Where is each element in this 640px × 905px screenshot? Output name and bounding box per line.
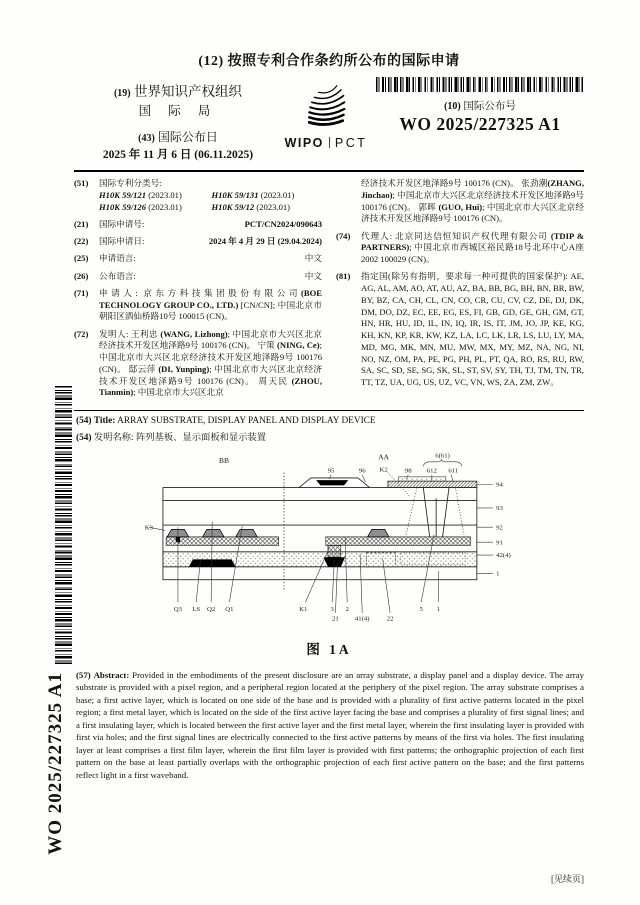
header-divider-rule (74, 170, 584, 172)
label-region-aa: AA (378, 452, 390, 462)
field-57-number: (57) (76, 669, 91, 680)
k1-via-column (328, 545, 341, 557)
field-10-number: (10) (444, 101, 461, 112)
field-71-number: (71) (74, 287, 89, 298)
ipc-title: 国际专利分类号: (99, 178, 162, 188)
field-12-number: (12) (198, 54, 224, 69)
wordmark-divider (329, 137, 330, 148)
active-patterns (167, 529, 389, 537)
filing-date-value: 2024 年 4 月 29 日 (29.04.2024) (208, 236, 322, 247)
title-english-key: Title: (93, 415, 116, 426)
label-1-bottom: 1 (436, 605, 440, 613)
label-98: 98 (404, 467, 412, 475)
layer-94-bar (388, 481, 477, 487)
field-54-number-zh: (54) (76, 432, 92, 443)
buried-metal-bar (189, 559, 236, 567)
biblio-right-column (336, 178, 584, 405)
org-bureau: 国 际 局 (138, 104, 218, 118)
label-21: 21 (332, 615, 339, 623)
publication-number-title (376, 98, 584, 113)
title-chinese-line (74, 429, 584, 443)
title-english-line (74, 416, 584, 426)
label-ls: LS (192, 605, 201, 613)
label-42-4: 42(4) (496, 551, 511, 559)
label-1-right: 1 (496, 570, 500, 578)
wipo-logo-block (282, 77, 370, 150)
title-divider-rule (74, 410, 584, 411)
label-61-group: 6(61) (435, 452, 450, 460)
wipo-swirl-icon (299, 79, 353, 129)
publication-date-line (74, 128, 282, 145)
k2-via (423, 487, 449, 536)
kind-of-document-line (74, 50, 584, 70)
side-publication-number: WO 2025/227325 A1 (45, 672, 66, 855)
field-26-number: (26) (74, 270, 89, 281)
ipc-code-cell: H10K 59/121 (2023.01) (99, 189, 182, 200)
agent-text: 代理人: 北京同达信恒知识产权代理有限公司 (TDIP & PARTNERS); 中国北京市西城区裕民路18号北环中心A座2002 100029 (CN)。 (361, 230, 584, 265)
figure-1a-drawing (136, 449, 522, 629)
header-right-block (370, 77, 584, 135)
label-k3: K3 (144, 524, 153, 532)
applicant-item (74, 288, 322, 323)
continuation-note: [见续页] (551, 874, 584, 884)
header-left-block (74, 77, 282, 162)
org-name: 世界知识产权组织 (134, 84, 243, 99)
label-93: 93 (496, 504, 503, 512)
label-q1: Q1 (225, 605, 234, 613)
ipc-code-cell: H10K 59/12 (2023.01) (211, 201, 291, 212)
layer-98-bar (399, 477, 446, 481)
publication-number-value: WO 2025/227325 A1 (399, 114, 561, 134)
layer-91-left (166, 537, 279, 546)
layer-91-right (326, 537, 471, 546)
field-21-number: (21) (74, 218, 89, 229)
field-19-number: (19) (113, 88, 131, 99)
label-k2: K2 (379, 466, 388, 474)
label-5: 5 (419, 605, 423, 613)
org-line (74, 80, 282, 100)
field-25-number: (25) (74, 253, 89, 264)
figure-caption: 图 1A (306, 641, 352, 657)
label-95: 95 (327, 467, 335, 475)
top-structure-96 (316, 480, 348, 485)
label-612: 612 (426, 467, 437, 475)
publication-number-caption: 国际公布号 (463, 101, 516, 112)
biblio-left-column (74, 178, 322, 405)
publication-language-value: 中文 (304, 270, 322, 281)
application-number-item: (21) 国际申请号: PCT/CN2024/090643 (74, 218, 322, 229)
pct-word: PCT (334, 136, 368, 150)
label-3: 3 (330, 605, 334, 613)
field-81-number: (81) (336, 271, 351, 282)
applicant-text: 申请人: 京东方科技集团股份有限公司(BOE TECHNOLOGY GROUP CO., LTD.) [CN/CN]; 中国北京市朝阳区酒仙桥路10号 100015 (CN)。 (99, 287, 322, 322)
label-94: 94 (496, 481, 503, 489)
figure-1a (74, 449, 584, 658)
label-91: 91 (496, 539, 503, 547)
field-54-number: (54) (76, 415, 92, 426)
wipo-pct-wordmark (282, 136, 370, 150)
label-q3: Q3 (173, 605, 183, 613)
title-chinese-value: 阵列基板、显示面板和显示装置 (135, 432, 267, 443)
filing-language-item: (25) 申请语言: 中文 (74, 253, 322, 264)
label-22: 22 (386, 615, 394, 623)
label-92: 92 (496, 524, 503, 532)
ipc-code-cell: H10K 59/126 (2023.01) (99, 201, 182, 212)
bibliographic-section (74, 178, 584, 405)
inventors-continuation (336, 178, 584, 225)
inventors-item (74, 329, 322, 400)
label-96: 96 (358, 467, 366, 475)
wipo-word: WIPO (284, 136, 324, 150)
label-611: 611 (448, 467, 459, 475)
ipc-classification-item (74, 178, 322, 213)
header-row (74, 77, 584, 163)
field-51-number: (51) (74, 178, 89, 188)
title-english-value: ARRAY SUBSTRATE, DISPLAY PANEL AND DISPLAY DEVICE (117, 415, 376, 426)
ipc-code-cell: H10K 59/131 (2023.01) (211, 189, 295, 200)
kind-text: 按照专利合作条约所公布的国际申请 (227, 54, 460, 69)
publication-date-title: 国际公布日 (157, 130, 218, 144)
designated-states-item (336, 271, 584, 389)
agent-item (336, 231, 584, 266)
label-region-bb: BB (218, 455, 230, 465)
title-chinese-key: 发明名称: (93, 432, 134, 443)
publication-date-value: 2025 年 11 月 6 日 (06.11.2025) (102, 149, 254, 161)
publication-language-item: (26) 公布语言: 中文 (74, 270, 322, 281)
application-number-value: PCT/CN2024/090643 (244, 218, 322, 229)
k2-via-dotted (406, 487, 464, 534)
filing-date-item: (22) 国际申请日: 2024 年 4 月 29 日 (29.04.2024) (74, 236, 322, 247)
label-q2: Q2 (207, 605, 216, 613)
inventors-text: 发明人: 王利忠 (WANG, Lizhong); 中国北京市大兴区北京经济技术开发区地泽路9号 100176 (CN)。 宁策 (NING, Ce); 中国北京市大兴区北京经济技术开发区地泽路9号 100176 (CN)。 邸云萍 (DI, Yunping); 中国北京市大兴区北京经济技术开发区地泽路9号 100176 (CN)。 周天民 (ZHOU, Tianmin); 中国北京市大兴区北京 (99, 328, 322, 398)
abstract-text: Provided in the embodiments of the present disclosure are an array substrate, a display panel and a display device. The array substrate is provided with a pixel region, and a peripheral region located at the periphery of the pixel region. The array substrate comprises a base; a first active layer, which is located on one side of the base and is provided with a plurality of first active patterns located in the pixel region; a first metal layer, which is located on the side of the first active layer facing the base and comprises a plurality of first signal lines; and a first insulating layer, which is located between the first active layer and the first metal layer, wherein the first insulating layer is provided with first via holes; and the first signal lines are electrically connected to the first active patterns by means of the first via holes. The first insulating layer at least comprises a first film layer, wherein the first film layer is provided with first patterns; the orthographic projection of each first pattern on the base at least partially overlaps with the orthographic projection of each first active pattern on the base; and the first patterns reflect light in a first waveband. (76, 669, 584, 780)
label-k1: K1 (299, 605, 308, 613)
field-74-number: (74) (336, 230, 351, 241)
abstract-key: Abstract: (93, 669, 130, 680)
label-41-4: 41(4) (354, 615, 370, 623)
top-barcode (376, 77, 584, 92)
page-content (74, 50, 584, 781)
designated-states-text: 指定国(除另有指明，要求每一种可提供的国家保护): AE, AG, AL, AM, AO, AT, AU, AZ, BA, BB, BG, BH, BN, BR, BW, BY, BZ, CA, CH, CL, CN, CO, CR, CU, CV, CZ, DE, DJ, DK, DM, DO, DZ, EC, EE, EG, ES, FI, GB, GD, GE, GH, GM, GT, HN, HR, HU, ID, IL, IN, IQ, IR, IS, IT, JM, JO, JP, KE, KG, KH, KN, KP, KR, KW, KZ, LA, LC, LK, LR, LS, LU, LY, MA, MD, MG, MK, MN, MU, MW, MX, MY, MZ, NA, NG, NI, NO, NZ, OM, PA, PE, PG, PH, PL, PT, QA, RO, RS, RU, RW, SA, SC, SD, SE, SG, SK, SL, ST, SV, SY, TH, TJ, TM, TN, TR, TT, TZ, UA, UG, US, UZ, VC, VN, WS, ZA, ZM, ZW。 (361, 271, 584, 388)
filing-language-value: 中文 (304, 253, 322, 264)
field-22-number: (22) (74, 236, 89, 247)
inventors-continuation-text: 经济技术开发区地泽路9号 100176 (CN)。 张劲潮(ZHANG, Jinchao); 中国北京市大兴区北京经济技术开发区地泽路9号 100176 (CN)。 郭晖 (GUO, Hui); 中国北京市大兴区北京经济技术开发区地泽路9号 100176 (CN)。 (361, 178, 584, 224)
field-43-number: (43) (138, 133, 155, 144)
brace-61 (423, 459, 462, 465)
side-barcode (55, 386, 72, 664)
label-2: 2 (345, 605, 349, 613)
ipc-codes-grid (99, 190, 322, 214)
field-72-number: (72) (74, 328, 89, 339)
abstract-section (74, 669, 584, 781)
